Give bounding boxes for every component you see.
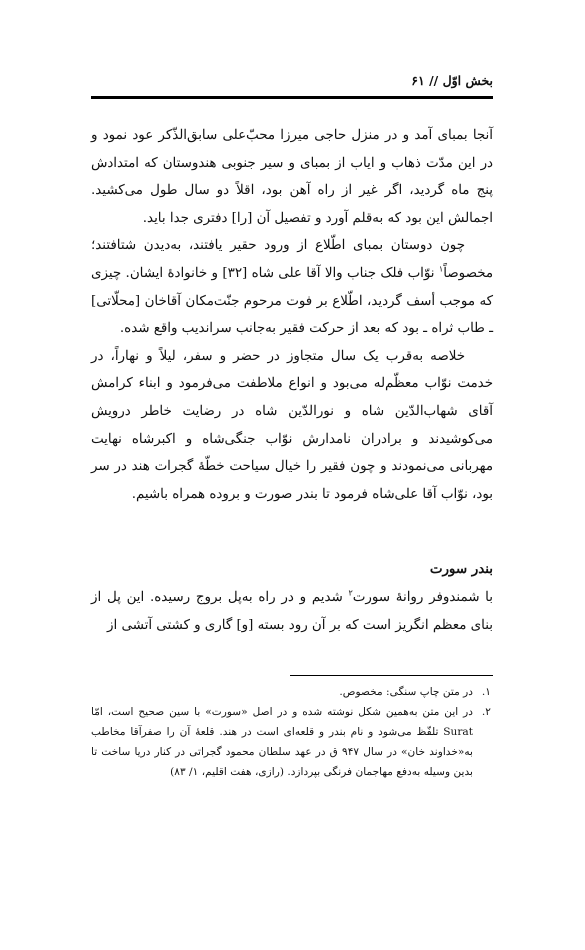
section-text-start: با شمندوفر روانهٔ سورت [352, 590, 493, 605]
running-header [91, 66, 493, 96]
footnote-1 [91, 682, 493, 702]
section-text [91, 584, 493, 640]
footnote-number: ۱. [481, 686, 491, 698]
paragraph-1: آنجا بمبای آمد و در منزل حاجی میرزا محبّ‌علی سابق‌الذّکر عود نمود و در این مدّت ذهاب و ایاب از بمبای و سیر جنوبی هندوستان که امتدادش پنج ماه گردید، اگر غیر از راه آهن بود، اقلاً دو سال طول می‌کشید. اجمالش این بود که به‌قلم آورد و تفصیل آن [را] دفتری جدا باید. [91, 128, 493, 226]
running-title: بخش اوّل // ۶۱ [411, 73, 493, 88]
header-rule [91, 96, 493, 99]
footnote-rule [290, 675, 493, 676]
footnotes [91, 682, 493, 782]
section-paragraph [91, 584, 493, 640]
footnote-2 [91, 702, 493, 782]
footnote-text: در این متن به‌همین شکل نوشته شده و در اصل «سورت» با سین صحیح است، امّا Surat تلفّظ می‌شود و نام بندر و قلعه‌ای است در هند. قلعهٔ آن را صفرآقا مخاطب به«خداوند خان» در سال ۹۴۷ ق در عهد سلطان محمود گجراتی در کنار دریا ساخت تا بدین وسیله به‌دفع مهاجمان فرنگی بپردازد. (رازی، هفت اقلیم، ۱/ ۸۳) [91, 706, 473, 778]
paragraph-2 [91, 232, 493, 342]
paragraph-2-start: چون دوستان بمبای اطّلاع از ورود حقیر یافتند، به‌دیدن شتافتند؛ مخصوصاً [91, 238, 494, 281]
footnote-ref-1: ۱ [438, 264, 444, 274]
paragraph-2-rest: نوّاب فلک جناب والا آقا علی شاه [۳۲] و خانوادهٔ ایشان. چیزی که موجب أسف گردید، اطّلاع بر فوت مرحوم جنّت‌مکان آقاخان [محلّاتی] ـ طاب ثراه ـ بود که بعد از حرکت فقیر به‌جانب سراندیب واقع شده. [91, 265, 493, 337]
body-text [91, 122, 493, 508]
section-text-rest: شدیم و در راه به‌پل بروج رسیده. این پل از بنای معظم انگریز است که بر آن رود بسته [و] گاری و کشتی آتشی از [91, 590, 493, 633]
footnote-text: در متن چاپ سنگی: مخصوص. [339, 686, 473, 698]
paragraph-3: خلاصه به‌قرب یک سال متجاوز در حضر و سفر، لیلاً و نهاراً، در خدمت نوّاب معظّم‌له می‌بود و انواع ملاطفت می‌فرمود و ابناء کرامش آقای شهاب‌الدّین شاه و نورالدّین شاه در رضایت خاطر درویش می‌کوشیدند و برادران نامدارش نوّاب جنگی‌شاه و اکبرشاه نهایت مهربانی می‌نمودند و چون فقیر را خیال سیاحت خطّهٔ گجرات هند در سر بود، نوّاب آقا علی‌شاه فرمود تا بندر صورت و بروده همراه باشیم. [91, 348, 493, 502]
footnote-ref-2: ۲ [348, 588, 353, 598]
section-heading: بندر سورت [429, 561, 493, 577]
footnote-number: ۲. [481, 706, 491, 718]
